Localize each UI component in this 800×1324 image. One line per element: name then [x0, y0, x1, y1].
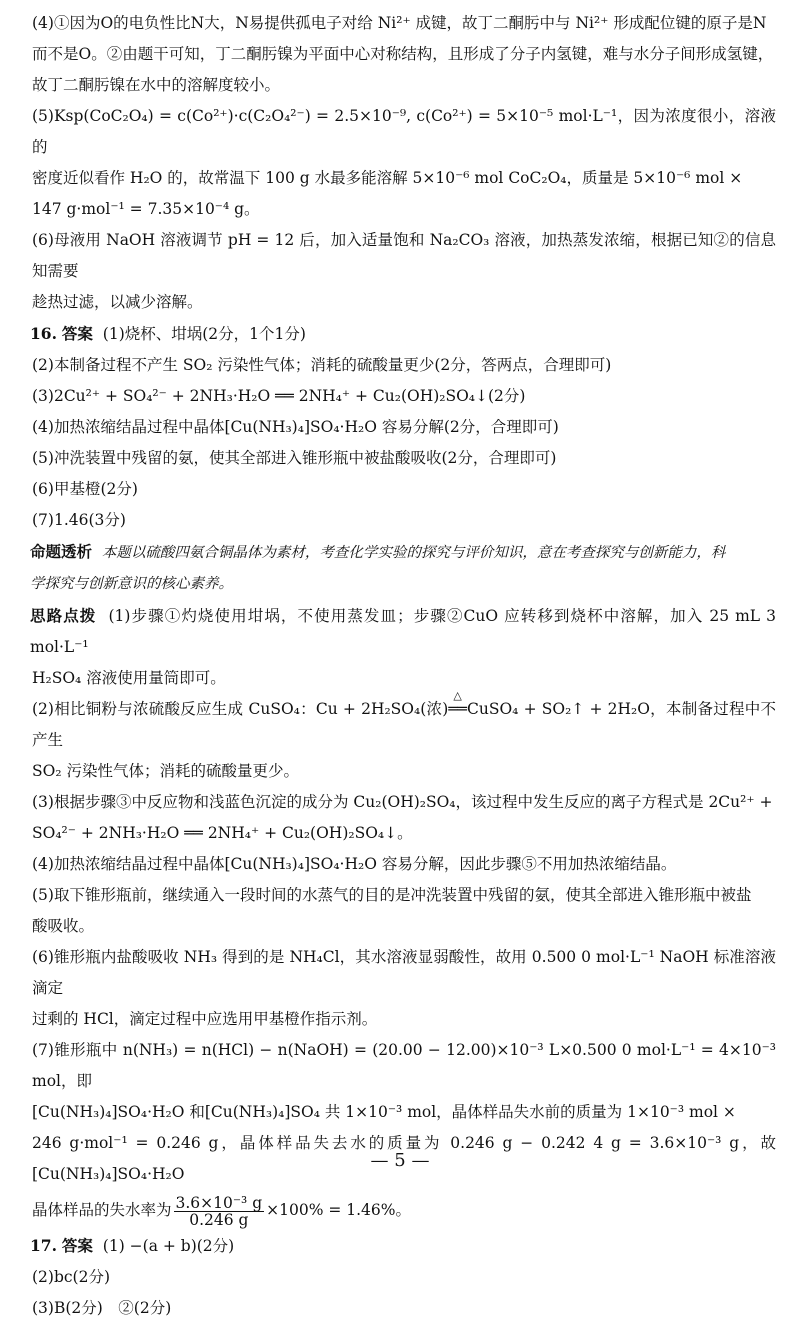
q16-hint-5-line1: (5)取下锥形瓶前，继续通入一段时间的水蒸气的目的是冲洗装置中残留的氨，使其全部进入锥形瓶中被盐 [32, 886, 752, 904]
q16-hint-7-line4 [30, 1190, 776, 1230]
q17-answer-1: (1) −(a + b)(2分) [102, 1237, 235, 1255]
q16-answer-heading [30, 318, 776, 350]
q16-hint-2-post: CuSO₄ + SO₂↑ + 2H₂O，本制备过程中不产生 [32, 700, 776, 749]
q16-analysis-label: 命题透析 [30, 542, 93, 561]
q16-hint-7-line3: 246 g·mol⁻¹ = 0.246 g，晶体样品失去水的质量为 0.246 g − 0.242 4 g = 3.6×10⁻³ g，故[Cu(NH₃)₄]SO₄·H₂O [32, 1134, 776, 1183]
q17-answer-3: (3)B(2分) ②(2分) [32, 1299, 172, 1317]
q15-part5-line1: (5)Ksp(CoC₂O₄) = c(Co²⁺)·c(C₂O₄²⁻) = 2.5×10⁻⁹, c(Co²⁺) = 5×10⁻⁵ mol·L⁻¹，因为浓度很小，溶液的 [32, 107, 776, 156]
heat-delta-symbol: △ [453, 689, 462, 702]
q16-answer-7: (7)1.46(3分) [32, 511, 126, 529]
q15-part6-line1: (6)母液用 NaOH 溶液调节 pH = 12 后，加入适量饱和 Na₂CO₃ 溶液，加热蒸发浓缩，根据已知②的信息知需要 [32, 231, 776, 280]
q16-analysis-line2: 学探究与创新意识的核心素养。 [30, 576, 233, 592]
q17-answer-2: (2)bc(2分) [32, 1268, 111, 1286]
q17-number: 17. [30, 1236, 57, 1255]
q16-answer-label: 答案 [61, 324, 93, 343]
fraction-denominator: 0.246 g [189, 1210, 249, 1229]
q16-hint-3-line1: (3)根据步骤③中反应物和浅蓝色沉淀的成分为 Cu₂(OH)₂SO₄，该过程中发生反应的离子方程式是 2Cu²⁺ + [32, 793, 773, 811]
q16-hint-1-text: (1)步骤①灼烧使用坩埚，不使用蒸发皿；步骤②CuO 应转移到烧杯中溶解，加入 25 mL 3 mol·L⁻¹ [30, 607, 776, 656]
q16-answer-1: (1)烧杯、坩埚(2分，1个1分) [102, 325, 306, 343]
q16-hint-line1 [30, 600, 776, 663]
q16-answer-2: (2)本制备过程不产生 SO₂ 污染性气体；消耗的硫酸量更少(2分，答两点，合理即可) [32, 356, 612, 374]
q16-hint-7-post: ×100% = 1.46%。 [266, 1201, 412, 1219]
q16-hint-7-pre: 晶体样品的失水率为 [32, 1201, 172, 1219]
q15-part4-line3: 故丁二酮肟镍在水中的溶解度较小。 [32, 76, 281, 94]
q16-answer-4: (4)加热浓缩结晶过程中晶体[Cu(NH₃)₄]SO₄·H₂O 容易分解(2分，合理即可) [32, 418, 559, 436]
q15-part5-line3: 147 g·mol⁻¹ = 7.35×10⁻⁴ g。 [32, 200, 260, 218]
q16-hint-6-line1: (6)锥形瓶内盐酸吸收 NH₃ 得到的是 NH₄Cl，其水溶液显弱酸性，故用 0.500 0 mol·L⁻¹ NaOH 标准溶液滴定 [32, 948, 776, 997]
q16-answer-5: (5)冲洗装置中残留的氨，使其全部进入锥形瓶中被盐酸吸收(2分，合理即可) [32, 449, 557, 467]
q16-hint-1-line2: H₂SO₄ 溶液使用量筒即可。 [32, 669, 226, 687]
q16-hint-4: (4)加热浓缩结晶过程中晶体[Cu(NH₃)₄]SO₄·H₂O 容易分解，因此步骤⑤不用加热浓缩结晶。 [32, 855, 677, 873]
q16-hint-7-line1: (7)锥形瓶中 n(NH₃) = n(HCl) − n(NaOH) = (20.00 − 12.00)×10⁻³ L×0.500 0 mol·L⁻¹ = 4×10⁻³ mol，即 [32, 1041, 776, 1090]
q16-analysis-text: 本题以硫酸四氨合铜晶体为素材，考查化学实验的探究与评价知识，意在考查探究与创新能力，科 [101, 545, 726, 561]
q16-hint-6-line2: 过剩的 HCl，滴定过程中应选用甲基橙作指示剂。 [32, 1010, 378, 1028]
q15-part5-line2: 密度近似看作 H₂O 的，故常温下 100 g 水最多能溶解 5×10⁻⁶ mol CoC₂O₄，质量是 5×10⁻⁶ mol × [32, 169, 743, 187]
q16-hint-label: 思路点拨 [30, 606, 97, 625]
q17-answer-label: 答案 [61, 1236, 93, 1255]
q16-answer-3: (3)2Cu²⁺ + SO₄²⁻ + 2NH₃·H₂O ══ 2NH₄⁺ + Cu₂(OH)₂SO₄↓(2分) [32, 387, 526, 405]
q15-part4-line1: (4)①因为O的电负性比N大，N易提供孤电子对给 Ni²⁺ 成键，故丁二酮肟中与 Ni²⁺ 形成配位键的原子是N [32, 14, 767, 32]
q16-hint-2-line2: SO₂ 污染性气体；消耗的硫酸量更少。 [32, 762, 299, 780]
q16-analysis-line1 [30, 536, 776, 569]
q16-hint-3-line2: SO₄²⁻ + 2NH₃·H₂O ══ 2NH₄⁺ + Cu₂(OH)₂SO₄↓。 [32, 824, 413, 842]
water-loss-fraction [174, 1195, 265, 1228]
reaction-equals-sign: ══ [448, 700, 467, 718]
q16-hint-2-pre: (2)相比铜粉与浓硫酸反应生成 CuSO₄：Cu + 2H₂SO₄(浓) [32, 700, 449, 718]
q15-part6-line2: 趁热过滤，以减少溶解。 [32, 293, 203, 311]
q16-answer-6: (6)甲基橙(2分) [32, 480, 138, 498]
q16-hint-2-line1 [30, 689, 776, 756]
fraction-numerator: 3.6×10⁻³ g [175, 1193, 263, 1212]
q16-number: 16. [30, 324, 57, 343]
heating-condition-arrow [448, 689, 467, 725]
q16-hint-5-line2: 酸吸收。 [32, 917, 95, 935]
page-number: — 5 — [370, 1150, 430, 1171]
q17-answer-heading [30, 1230, 776, 1262]
q16-hint-7-line2: [Cu(NH₃)₄]SO₄·H₂O 和[Cu(NH₃)₄]SO₄ 共 1×10⁻³ mol，晶体样品失水前的质量为 1×10⁻³ mol × [32, 1103, 736, 1121]
q15-part4-line2: 而不是O。②由题干可知，丁二酮肟镍为平面中心对称结构，且形成了分子内氢键，难与水分子间形成氢键， [32, 45, 774, 63]
